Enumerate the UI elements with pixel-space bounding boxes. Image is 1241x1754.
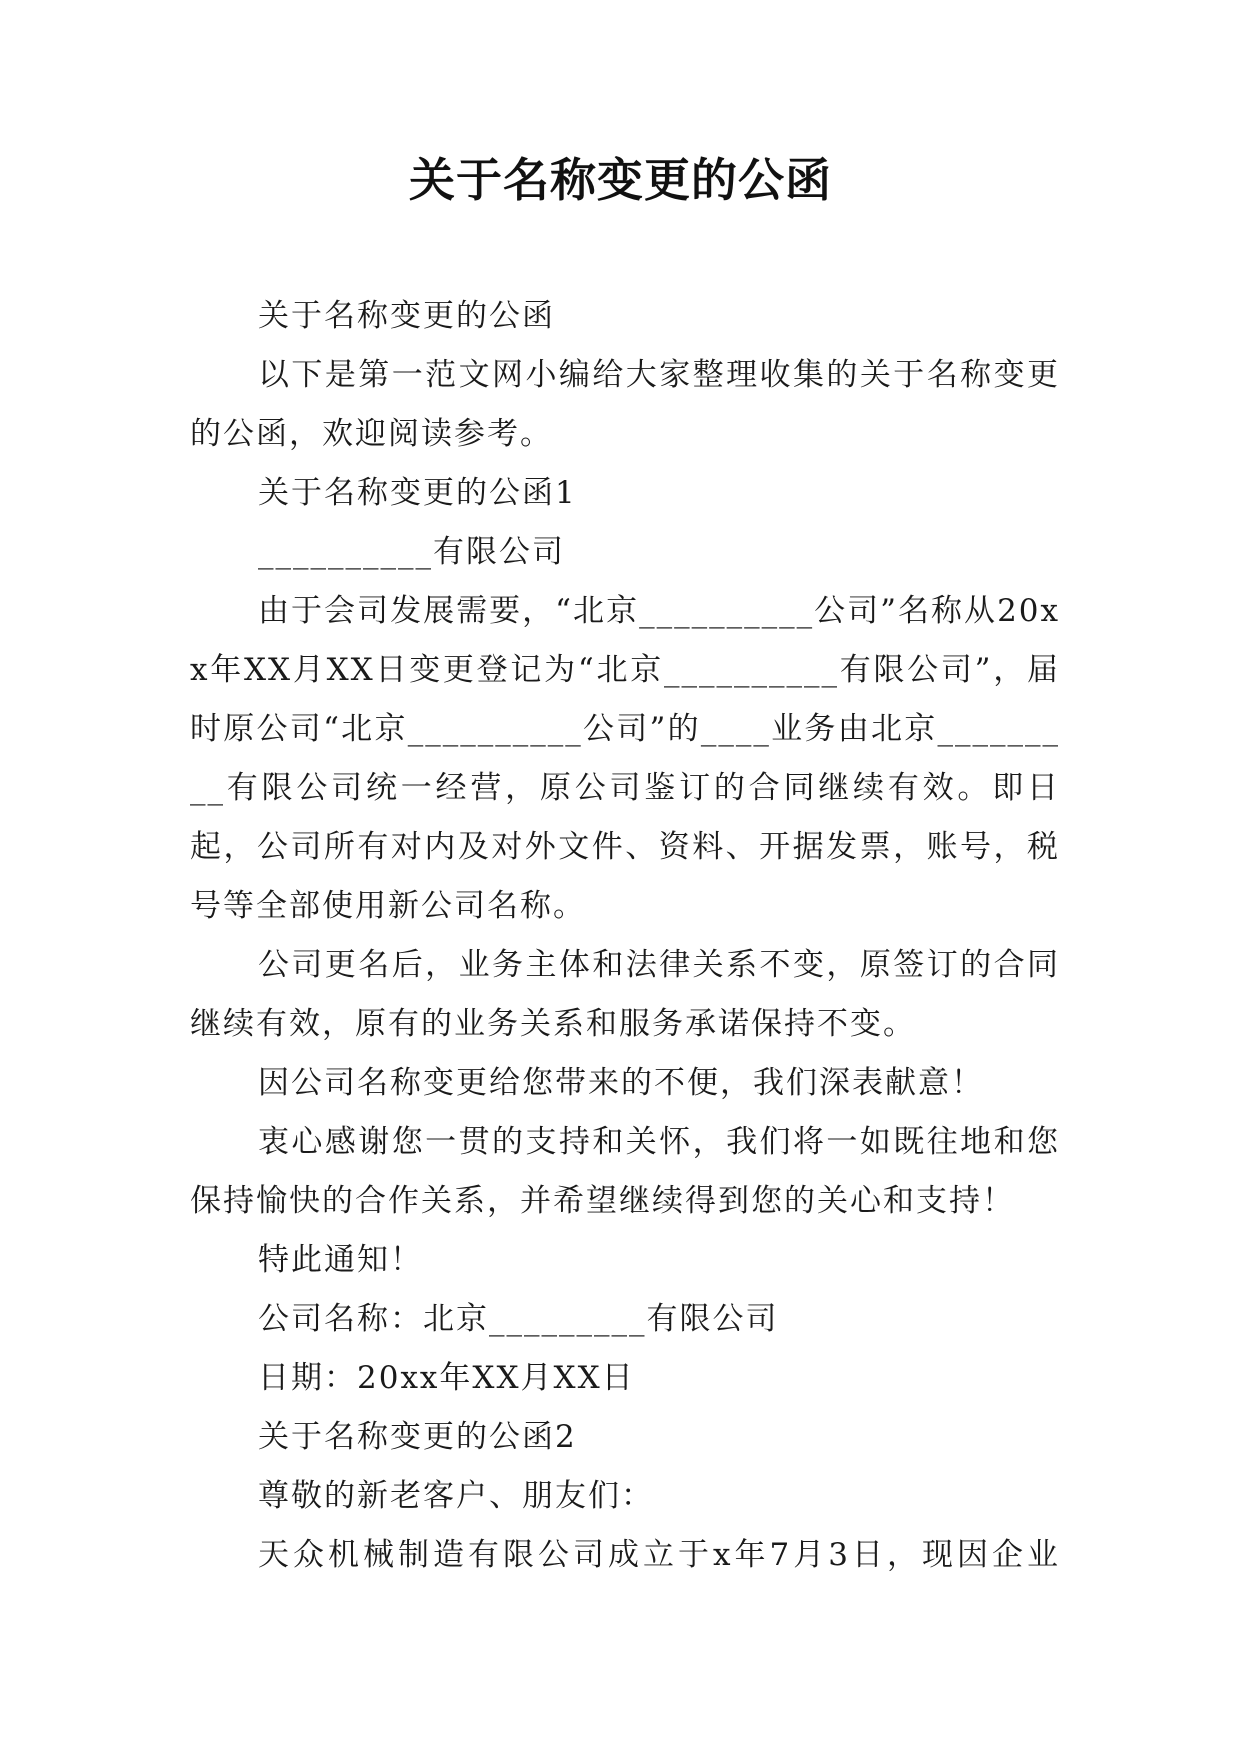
paragraph-thanks: 衷心感谢您一贯的支持和关怀，我们将一如既往地和您保持愉快的合作关系，并希望继续得到您的关心和支持！ [190,1124,1060,1219]
document-title: 关于名称变更的公函 [409,153,832,207]
paragraph-apology: 因公司名称变更给您带来的不便，我们深表献意！ [258,1065,984,1101]
paragraph-date: 日期：20xx年XX月XX日 [258,1360,635,1396]
paragraph-notice-body: 由于会司发展需要，“北京__________公司”名称从20xx年XX月XX日变更登记为“北京__________有限公司”，届时原公司“北京__________公司”的____业务由北京_________有限公司统一经营，原公司鉴订的合同继续有效。即日起，公司所有对内及对外文件、资料、开据发票，账号，税号等全部使用新公司名称。 [190,593,1060,924]
paragraph-intro: 以下是第一范文网小编给大家整理收集的关于名称变更的公函，欢迎阅读参考。 [190,357,1060,452]
paragraph-heading: 关于名称变更的公函 [258,298,555,334]
paragraph-letter2-body: 天众机械制造有限公司成立于x年7月3日，现因企业 [258,1537,1060,1573]
document-body [190,287,1060,1585]
paragraph-letter1-heading: 关于名称变更的公函1 [258,475,577,511]
paragraph-salutation: 尊敬的新老客户、朋友们： [258,1478,654,1514]
paragraph-letter2-heading: 关于名称变更的公函2 [258,1419,577,1455]
paragraph-closing: 特此通知！ [258,1242,423,1278]
paragraph-company-name: 公司名称：北京_________有限公司 [258,1301,779,1337]
paragraph-recipient: __________有限公司 [258,534,565,570]
paragraph-continuity: 公司更名后，业务主体和法律关系不变，原签订的合同继续有效，原有的业务关系和服务承诺保持不变。 [190,947,1060,1042]
